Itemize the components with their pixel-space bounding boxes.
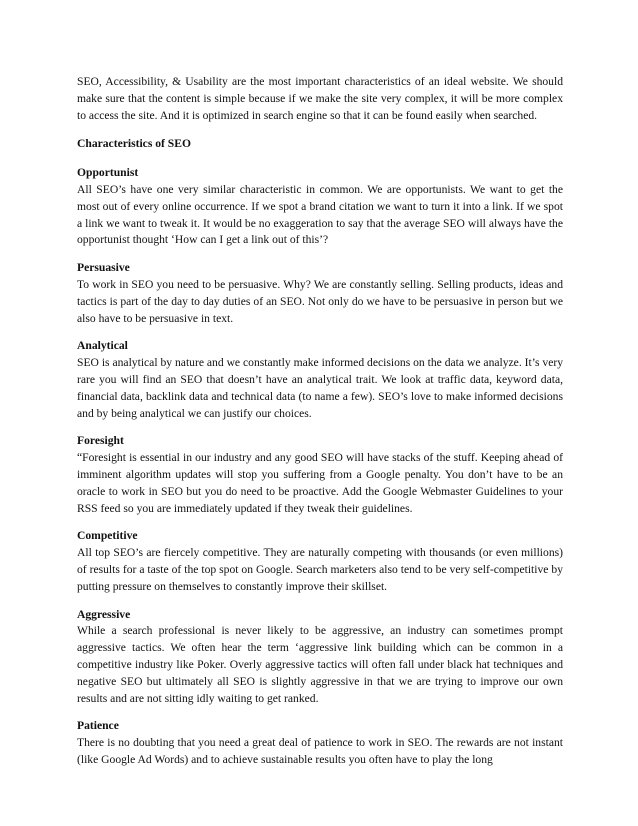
section-body: All SEO’s have one very similar characteristic in common. We are opportunists. We want to get the most out of every online occurrence. If we spot a brand citation we want to turn it into a link. If we spot a link we want to tweak it. It would be no exaggeration to say that the average SEO will always have the opportunist thought ‘How can I get a link out of this’? <box>77 182 563 247</box>
section-title: Foresight <box>77 434 124 448</box>
section-body: There is no doubting that you need a great deal of patience to work in SEO. The rewards are not instant (like Google Ad Words) and to achieve sustainable results you often have to play the long <box>77 736 563 766</box>
section-opportunist <box>77 165 563 249</box>
section-title: Analytical <box>77 339 128 353</box>
section-title: Aggressive <box>77 607 131 621</box>
section-persuasive <box>77 260 563 327</box>
section-title: Opportunist <box>77 166 139 180</box>
section-body: “Foresight is essential in our industry and any good SEO will have stacks of the stuff. Keeping ahead of imminent algorithm updates will stop you suffering from a Google penalty. You don’t have to be an oracle to work in SEO but you do need to be proactive. Add the Google Webmaster Guidelines to your RSS feed so you are immediately updated if they tweak their guidelines. <box>77 451 563 515</box>
section-body: To work in SEO you need to be persuasive. Why? We are constantly selling. Selling products, ideas and tactics is part of the day to day duties of an SEO. Not only do we have to be persuasive in person but we also have to be persuasive in text. <box>77 277 563 325</box>
document-page <box>77 74 563 780</box>
section-title: Patience <box>77 719 119 733</box>
section-body: SEO is analytical by nature and we constantly make informed decisions on the data we analyze. It’s very rare you will find an SEO that doesn’t have an analytical trait. We look at traffic data, keyword data, financial data, backlink data and technical data (to name a few). SEO’s love to make informed decisions and by being analytical we can justify our choices. <box>77 356 563 420</box>
section-foresight <box>77 433 563 517</box>
section-aggressive <box>77 607 563 708</box>
intro-paragraph: SEO, Accessibility, & Usability are the most important characteristics of an ideal website. We should make sure that the content is simple because if we make the site very complex, it will be more complex to access the site. And it is optimized in search engine so that it can be found easily when searched. <box>77 75 563 122</box>
section-title: Persuasive <box>77 261 130 275</box>
section-title: Competitive <box>77 529 138 543</box>
section-body: All top SEO’s are fiercely competitive. They are naturally competing with thousands (or even millions) of results for a taste of the top spot on Google. Search marketers also tend to be very self-competitive by putting pressure on themselves to constantly improve their skillset. <box>77 546 563 593</box>
section-competitive <box>77 528 563 595</box>
section-analytical <box>77 338 563 422</box>
section-body: While a search professional is never likely to be aggressive, an industry can sometimes prompt aggressive tactics. We often hear the term ‘aggressive link building which can be common in a competitive industry like Poker. Overly aggressive tactics will often fall under black hat techniques and negative SEO but ultimately all SEO is slightly aggressive in that we are trying to improve our own results and are not sitting idly waiting to get ranked. <box>77 624 563 705</box>
section-patience <box>77 718 563 768</box>
section-heading: Characteristics of SEO <box>77 137 191 151</box>
